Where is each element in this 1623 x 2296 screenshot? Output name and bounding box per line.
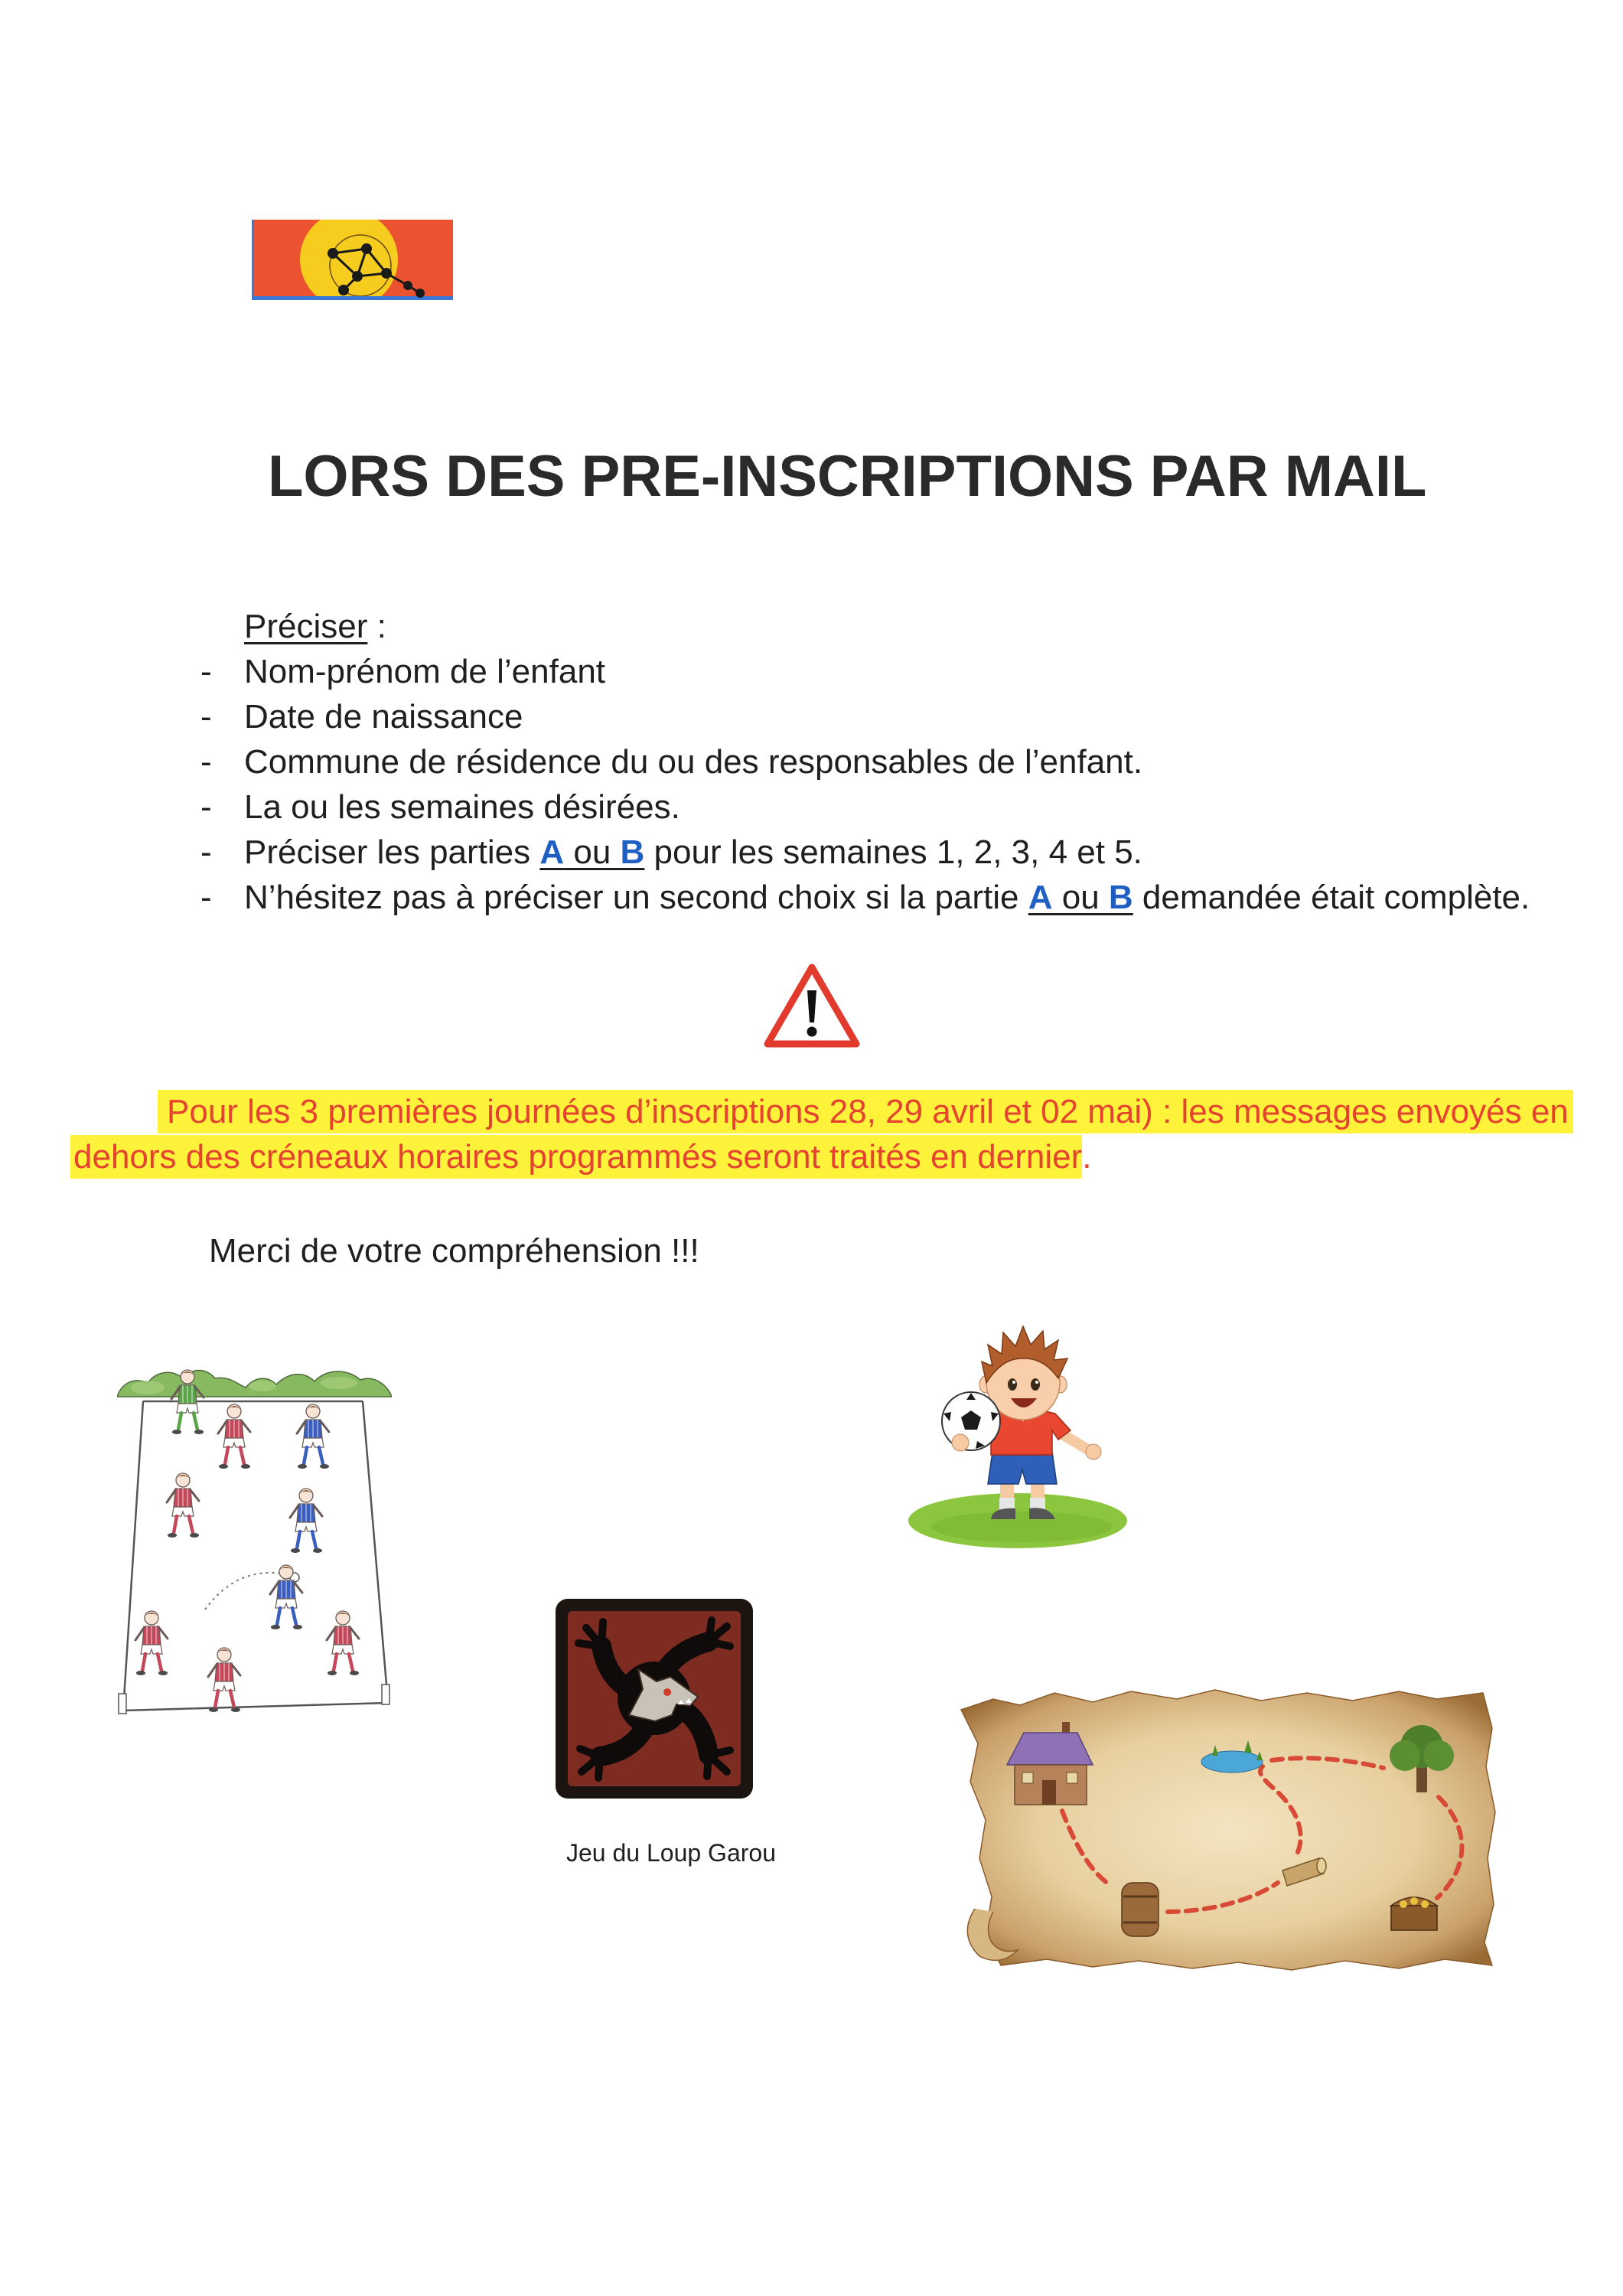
option-a: A xyxy=(1028,879,1053,916)
option-connector: ou xyxy=(564,833,621,871)
notice-end: . xyxy=(1082,1138,1092,1176)
instructions-heading xyxy=(244,604,386,649)
bullet-dash: - xyxy=(200,698,212,735)
warning-icon xyxy=(762,961,862,1050)
soccer-boy-illustration xyxy=(907,1323,1129,1551)
bullet-dash: - xyxy=(200,743,212,781)
option-choice xyxy=(539,833,644,871)
instruction-item: Date de naissance xyxy=(244,698,523,735)
instruction-item xyxy=(244,875,1530,920)
instructions-label: Préciser xyxy=(244,608,368,645)
bullet-dash: - xyxy=(200,653,212,690)
instruction-item: Commune de résidence du ou des responsables de l’enfant. xyxy=(244,743,1143,781)
notice-line xyxy=(70,1135,1091,1179)
child-figure xyxy=(167,1473,199,1538)
child-figure xyxy=(135,1611,168,1675)
organization-logo xyxy=(252,220,453,300)
instruction-text: demandée était complète. xyxy=(1133,879,1530,916)
child-figure xyxy=(290,1489,322,1553)
child-figure xyxy=(297,1404,329,1469)
option-connector: ou xyxy=(1052,879,1109,916)
loup-garou-card-image xyxy=(556,1599,753,1799)
card-caption: Jeu du Loup Garou xyxy=(566,1839,776,1867)
child-figure xyxy=(218,1404,250,1469)
option-b: B xyxy=(620,833,645,871)
treasure-chest xyxy=(1391,1897,1437,1930)
bullet-dash: - xyxy=(200,833,212,871)
bullet-dash: - xyxy=(200,879,212,916)
field-lines xyxy=(123,1401,388,1711)
treasure-map-illustration xyxy=(947,1682,1499,1975)
instruction-text: N’hésitez pas à préciser un second choix si la partie xyxy=(244,879,1028,916)
soccer-ball xyxy=(942,1392,1000,1450)
barrel xyxy=(1122,1883,1159,1936)
instruction-item: Nom-prénom de l’enfant xyxy=(244,653,606,690)
instruction-item: La ou les semaines désirées. xyxy=(244,788,680,826)
option-a: A xyxy=(539,833,565,871)
instruction-item xyxy=(244,830,1142,875)
notice-line-1: Pour les 3 premières journées d’inscriptions 28, 29 avril et 02 mai) : les messages envoyés en xyxy=(158,1090,1573,1133)
closing-message: Merci de votre compréhension !!! xyxy=(209,1232,699,1270)
children-playing-field-illustration xyxy=(117,1357,392,1718)
notice-line-2: dehors des créneaux horaires programmés seront traités en dernier xyxy=(70,1135,1082,1179)
instruction-text: pour les semaines 1, 2, 3, 4 et 5. xyxy=(644,833,1142,871)
child-figure xyxy=(208,1648,240,1712)
child-figure xyxy=(327,1611,359,1675)
notice-line xyxy=(158,1090,1573,1133)
page-title: LORS DES PRE-INSCRIPTIONS PAR MAIL xyxy=(268,444,1427,509)
hills xyxy=(117,1371,392,1397)
bullet-dash: - xyxy=(200,788,212,826)
option-b: B xyxy=(1108,879,1133,916)
instructions-label-suffix: : xyxy=(367,608,386,645)
instruction-text: Préciser les parties xyxy=(244,833,540,871)
option-choice xyxy=(1028,879,1133,916)
